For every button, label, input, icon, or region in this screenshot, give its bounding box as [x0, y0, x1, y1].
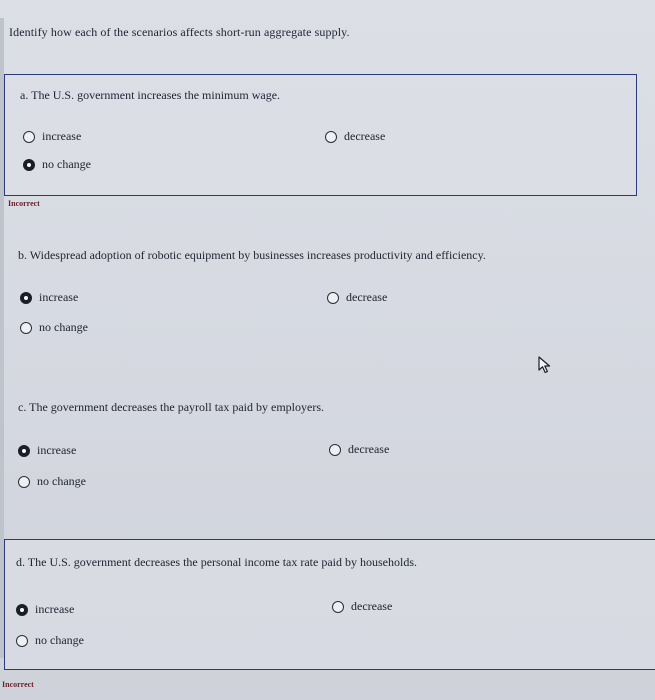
q-d-radio-no-change[interactable]	[16, 635, 28, 647]
q-d-option-increase-label: increase	[35, 602, 75, 616]
pointer-cursor-icon	[537, 356, 553, 374]
q-c-option-decrease[interactable]	[329, 442, 389, 457]
question-d-label: d. The U.S. government decreases the personal income tax rate paid by households.	[16, 555, 417, 569]
q-c-radio-no-change[interactable]	[18, 476, 30, 488]
q-c-option-increase[interactable]	[18, 443, 76, 458]
question-a-label: a. The U.S. government increases the minimum wage.	[20, 88, 281, 102]
q-d-option-decrease[interactable]	[332, 599, 392, 614]
q-b-option-decrease[interactable]	[327, 290, 387, 305]
q-d-radio-decrease[interactable]	[332, 601, 344, 613]
q-b-radio-increase[interactable]	[20, 292, 32, 304]
q-a-radio-decrease[interactable]	[325, 131, 337, 143]
q-b-radio-decrease[interactable]	[327, 292, 339, 304]
q-b-radio-no-change[interactable]	[20, 322, 32, 334]
q-a-option-decrease[interactable]	[325, 129, 385, 144]
q-d-option-no-change[interactable]	[16, 633, 84, 648]
q-d-radio-increase[interactable]	[16, 604, 28, 616]
q-a-option-no-change[interactable]	[23, 157, 91, 172]
q-c-option-no-change[interactable]	[18, 474, 86, 489]
q-b-option-no-change[interactable]	[20, 320, 88, 335]
q-d-option-no-change-label: no change	[35, 633, 84, 647]
q-c-option-decrease-label: decrease	[348, 442, 390, 456]
q-a-option-increase-label: increase	[42, 129, 82, 143]
q-d-option-decrease-label: decrease	[351, 599, 393, 613]
q-a-radio-no-change[interactable]	[23, 159, 35, 171]
q-c-option-increase-label: increase	[37, 443, 77, 457]
q-b-option-increase-label: increase	[39, 290, 79, 304]
question-c-label: c. The government decreases the payroll tax paid by employers.	[18, 400, 325, 414]
q-a-option-no-change-label: no change	[42, 157, 91, 171]
q-c-option-no-change-label: no change	[37, 474, 86, 488]
q-a-status-badge: Incorrect	[8, 199, 40, 208]
q-c-radio-decrease[interactable]	[329, 444, 341, 456]
q-b-option-no-change-label: no change	[39, 320, 88, 334]
q-c-radio-increase[interactable]	[18, 445, 30, 457]
q-a-option-increase[interactable]	[23, 129, 81, 144]
question-b-label: b. Widespread adoption of robotic equipment by businesses increases productivity and efficiency.	[18, 248, 486, 262]
q-b-option-increase[interactable]	[20, 290, 78, 305]
q-a-option-decrease-label: decrease	[344, 129, 386, 143]
question-prompt: Identify how each of the scenarios affects short-run aggregate supply.	[9, 25, 350, 39]
q-a-radio-increase[interactable]	[23, 131, 35, 143]
q-d-option-increase[interactable]	[16, 602, 74, 617]
q-b-option-decrease-label: decrease	[346, 290, 388, 304]
q-d-status-badge: Incorrect	[2, 680, 34, 689]
